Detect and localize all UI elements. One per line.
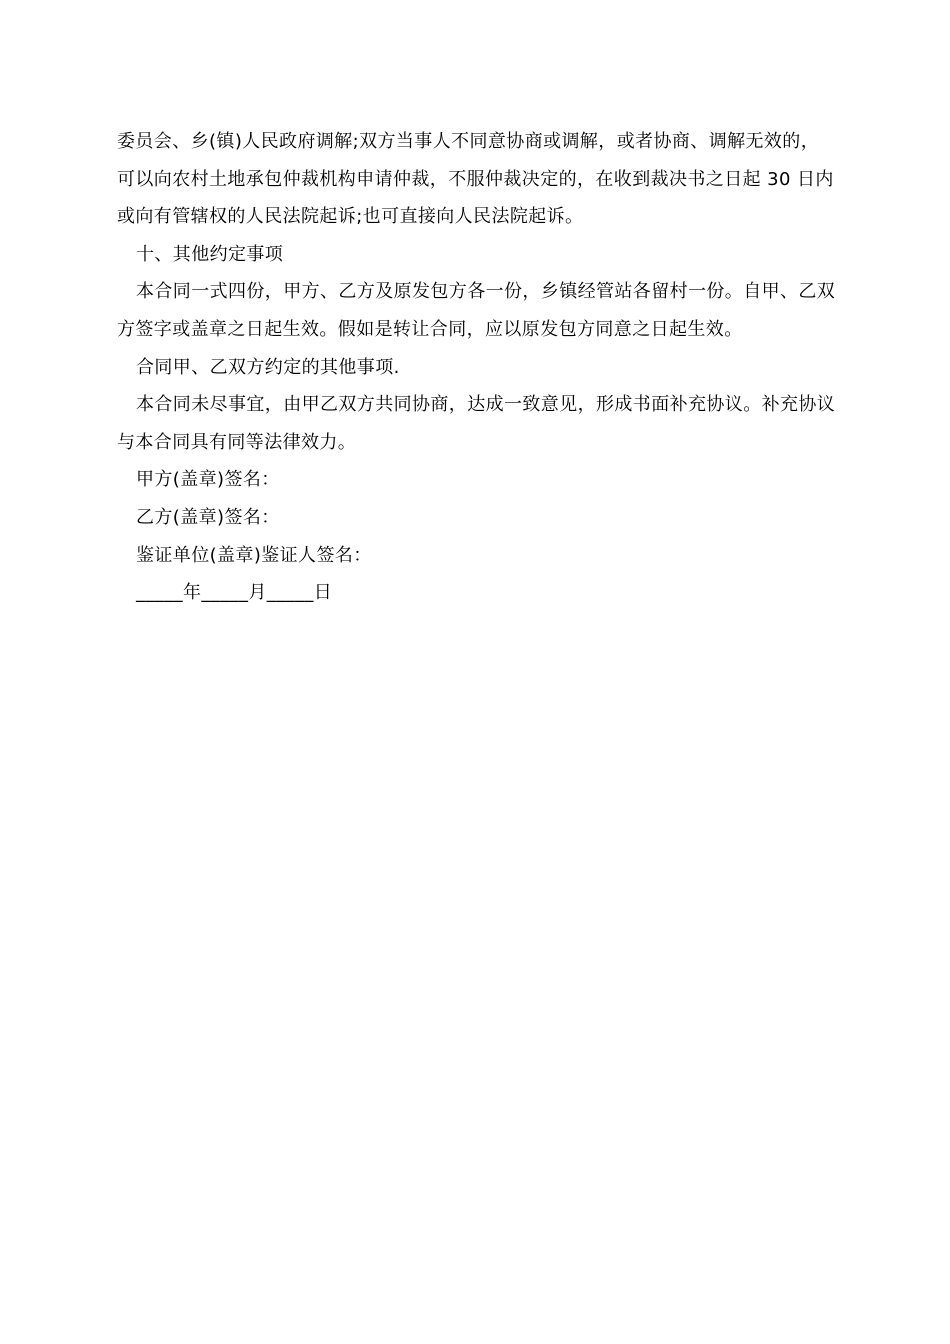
date-line: _____年_____月_____日 xyxy=(136,582,333,604)
signature-party-a: 甲方(盖章)签名： xyxy=(136,469,280,491)
paragraph-other-agreed-items: 合同甲、乙双方约定的其他事项. xyxy=(136,356,400,378)
paragraph-dispute-resolution: 委员会、乡(镇)人民政府调解;双方当事人不同意协商或调解，或者协商、调解无效的，可以向农村土地承包仲裁机构申请仲裁，不服仲裁决定的，在收到裁决书之日起 30 日内或向有管辖权的人民法院起诉;也可直接向人民法院起诉。 xyxy=(117,131,834,228)
document-body xyxy=(117,123,837,612)
paragraph-supplementary-agreement: 本合同未尽事宜，由甲乙双方共同协商，达成一致意见，形成书面补充协议。补充协议与本合同具有同等法律效力。 xyxy=(117,394,836,453)
signature-witness-unit: 鉴证单位(盖章)鉴证人签名： xyxy=(136,544,372,566)
signature-party-b: 乙方(盖章)签名： xyxy=(136,506,280,528)
section-heading-other-terms: 十、其他约定事项 xyxy=(136,243,284,265)
paragraph-copies-and-effect: 本合同一式四份，甲方、乙方及原发包方各一份，乡镇经管站各留村一份。自甲、乙双方签字或盖章之日起生效。假如是转让合同，应以原发包方同意之日起生效。 xyxy=(117,281,836,340)
